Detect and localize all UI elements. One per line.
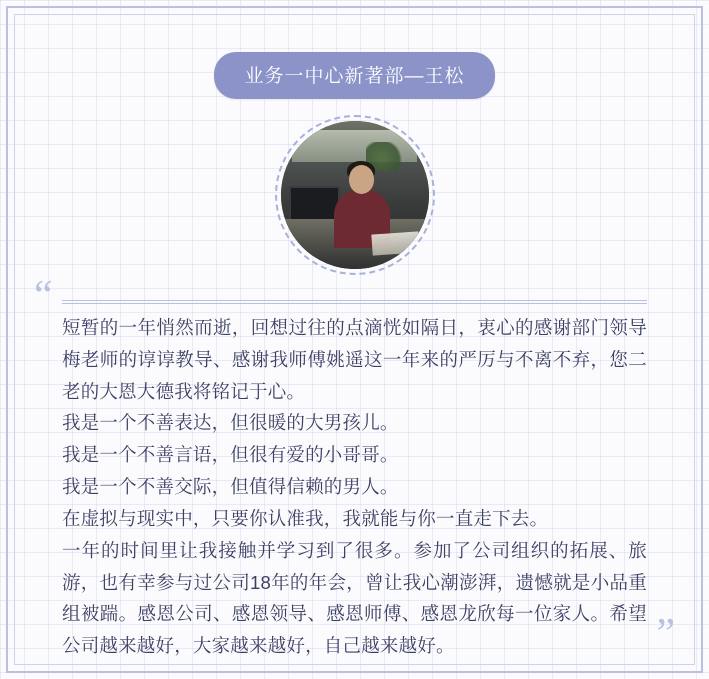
title-container [0, 52, 709, 99]
testimonial-paragraph: 我是一个不善表达，但很暖的大男孩儿。 [62, 412, 399, 434]
testimonial-paragraph: 我是一个不善交际，但值得信赖的男人。 [62, 476, 399, 498]
testimonial-text [62, 312, 647, 662]
avatar [275, 115, 435, 275]
page-title: 业务一中心新著部—王松 [214, 52, 494, 99]
profile-photo [281, 121, 429, 269]
photo-person-head [349, 165, 374, 193]
testimonial-paragraph: 一年的时间里让我接触并学习到了很多。参加了公司组织的拓展、旅游，也有幸参与过公司18年的年会，曾让我心潮澎湃，遗憾就是小品重组被踹。感恩公司、感恩领导、感恩师傅、感恩龙欣每一位家人。希望公司越来越好，大家越来越好，自己越来越好。 [62, 539, 647, 657]
photo-papers [372, 232, 421, 256]
quote-open-icon: “ [34, 273, 53, 319]
testimonial-paragraph: 我是一个不善言语，但很有爱的小哥哥。 [62, 444, 399, 466]
text-divider [62, 300, 647, 304]
testimonial-paragraph: 短暂的一年悄然而逝，回想过往的点滴恍如隔日，衷心的感谢部门领导梅老师的谆谆教导、感谢我师傅姚遥这一年来的严厉与不离不弃，您二老的大恩大德我将铭记于心。 [62, 317, 647, 402]
avatar-container [0, 115, 709, 275]
testimonial-paragraph: 在虚拟与现实中，只要你认准我，我就能与你一直走下去。 [62, 507, 549, 529]
quote-close-icon: ” [656, 611, 675, 657]
